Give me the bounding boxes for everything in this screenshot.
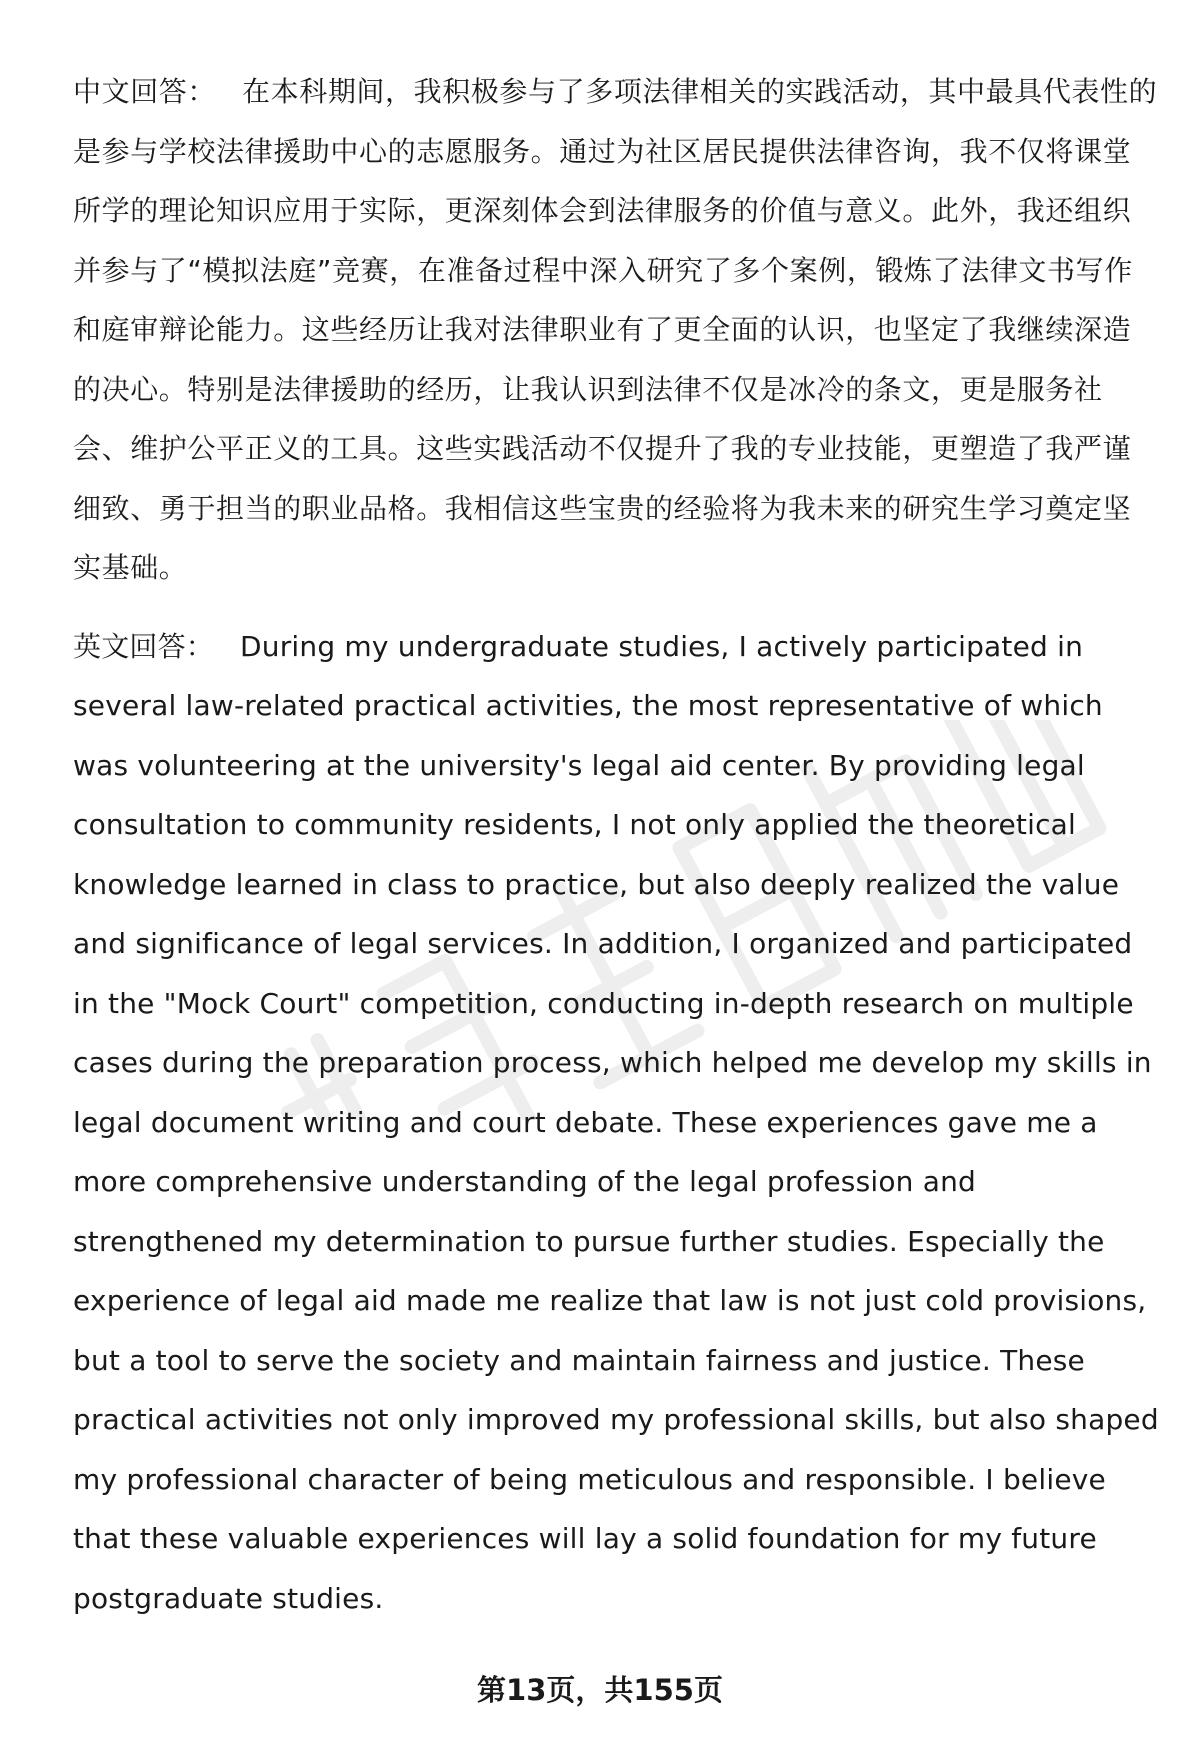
chinese-answer-text: 在本科期间，我积极参与了多项法律相关的实践活动，其中最具代表性的是参与学校法律援助中心的志愿服务。通过为社区居民提供法律咨询，我不仅将课堂所学的理论知识应用于实际，更深刻体会到法律服务的价值与意义。此外，我还组织并参与了“模拟法庭”竞赛，在准备过程中深入研究了多个案例，锻炼了法律文书写作和庭审辩论能力。这些经历让我对法律职业有了更全面的认识，也坚定了我继续深造的决心。特别是法律援助的经历，让我认识到法律不仅是冰冷的条文，更是服务社会、维护公平正义的工具。这些实践活动不仅提升了我的专业技能，更塑造了我严谨细致、勇于担当的职业品格。我相信这些宝贵的经验将为我未来的研究生学习奠定坚实基础。 [73,75,1158,584]
english-answer-paragraph [73,617,1159,1629]
page-number-footer: 第13页，共155页 [477,1673,723,1707]
chinese-answer-label: 中文回答： [73,75,217,108]
english-answer-text: During my undergraduate studies, I actively participated in several law-related practical activities, the most representative of which was volunteering at the university's legal aid center. By providing legal consultation to community residents, I not only applied the theoretical knowledge learned in class to practice, but also deeply realized the value and significance of legal services. In addition, I organized and participated in the "Mock Court" competition, conducting in-depth research on multiple cases during the preparation process, which helped me develop my skills in legal document writing and court debate. These experiences gave me a more comprehensive understanding of the legal profession and strengthened my determination to pursue further studies. Especially the experience of legal aid made me realize that law is not just cold provisions, but a tool to serve the society and maintain fairness and justice. These practical activities not only improved my professional skills, but also shaped my professional character of being meticulous and responsible. I believe that these valuable experiences will lay a solid foundation for my future postgraduate studies. [73,629,1159,1615]
english-answer-label: 英文回答： [73,629,215,663]
chinese-answer-paragraph [73,62,1159,598]
document-body [73,62,1159,1628]
